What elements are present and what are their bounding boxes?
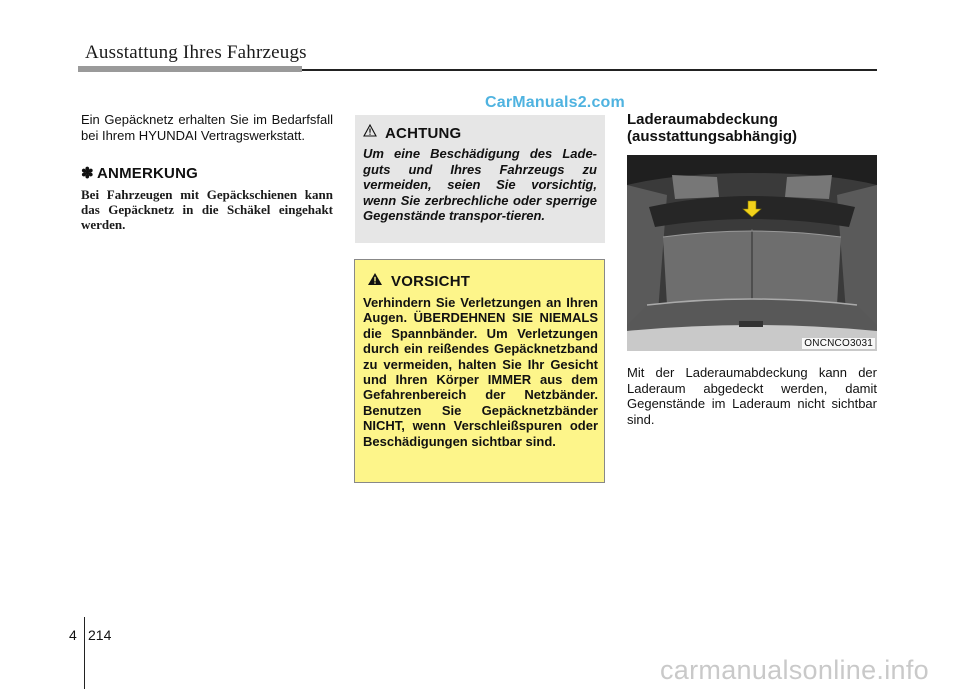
note-title: ANMERKUNG	[97, 165, 198, 182]
achtung-box	[355, 115, 605, 243]
cargo-area-illustration	[627, 155, 877, 351]
footer-divider	[84, 617, 85, 689]
page-header-title: Ausstattung Ihres Fahrzeugs	[85, 42, 307, 63]
section-title-line1: Laderaumabdeckung	[627, 111, 778, 128]
note-star-icon: ✽	[81, 165, 94, 182]
cargo-cover-description: Mit der Laderaumabdeckung kann der Laderaum abgedeckt werden, damit Gegenstände im Laderaum nicht sichtbar sind.	[627, 365, 877, 427]
photo-code-label: ONCNCO3031	[804, 338, 873, 349]
vorsicht-text: Verhindern Sie Verletzungen an Ihren Augen. ÜBERDEHNEN SIE NIEMALS die Spannbänder. Um Verletzungen durch ein reißendes Gepäcknetzband zu vermeiden, halten Sie Ihr Gesicht und Ihren Körper IMMER aus dem Gefahrenbereich der Netzbänder. Benutzen Sie Gepäcknetzbänder NICHT, wenn Verschleißspuren oder Beschädigungen sichtbar sind.	[363, 295, 598, 449]
section-title-line2: (ausstattungsabhängig)	[627, 128, 798, 145]
note-text: Bei Fahrzeugen mit Gepäckschienen kann das Gepäcknetz in die Schäkel eingehakt werden.	[81, 187, 333, 232]
header-rule	[302, 69, 877, 71]
column-left	[81, 112, 333, 232]
vorsicht-box	[354, 259, 605, 483]
chapter-number: 4	[69, 627, 77, 643]
note-heading	[81, 164, 333, 182]
achtung-text: Um eine Beschädigung des Lade-guts und Ihres Fahrzeugs zu vermeiden, seien Sie vorsichtig, wenn Sie zerbrechliche oder sperrige Gegenstände transpor-tieren.	[363, 146, 597, 223]
cargo-cover-photo	[627, 155, 877, 351]
page-number: 214	[88, 627, 112, 643]
achtung-title: ACHTUNG	[385, 124, 462, 142]
warning-filled-icon	[367, 272, 383, 291]
column-right	[627, 111, 877, 427]
watermark-link-top[interactable]: CarManuals2.com	[485, 94, 625, 111]
section-title	[627, 111, 877, 145]
header-accent-bar	[78, 66, 302, 72]
warning-outline-icon	[363, 124, 377, 142]
watermark-bottom: carmanualsonline.info	[660, 655, 929, 685]
net-availability-paragraph: Ein Gepäcknetz erhalten Sie im Bedarfsfall bei Ihrem HYUNDAI Vertragswerkstatt.	[81, 112, 333, 143]
vorsicht-title: VORSICHT	[391, 273, 471, 290]
